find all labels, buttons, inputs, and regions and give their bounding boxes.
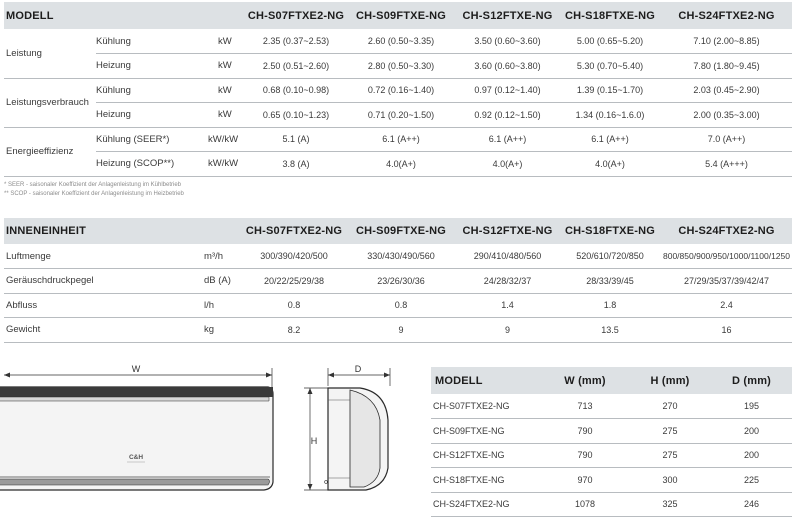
group-label: Leistungsverbrauch — [4, 78, 96, 127]
value-cell: 520/610/720/850 — [559, 244, 661, 269]
mode-label: Kühlung — [96, 29, 204, 54]
value-cell: 5.1 (A) — [246, 127, 346, 152]
unit-label: l/h — [196, 293, 242, 318]
indoor-header-model-3: CH-S12FTXE-NG — [462, 225, 553, 237]
height-label: H — [310, 436, 318, 446]
brand-logo: C&H — [128, 454, 144, 461]
dimensions-table — [431, 367, 792, 517]
model-cell: CH-S07FTXE2-NG — [431, 394, 541, 419]
value-cell: 3.8 (A) — [246, 152, 346, 177]
value-cell: 6.1 (A++) — [456, 127, 559, 152]
unit-label: kW — [204, 54, 246, 79]
unit-label: dB (A) — [196, 269, 242, 294]
value-cell: 2.03 (0.45~2.90) — [661, 78, 792, 103]
depth-cell: 225 — [711, 468, 792, 493]
depth-cell: 200 — [711, 419, 792, 444]
table-row — [431, 468, 792, 493]
depth-cell: 246 — [711, 492, 792, 517]
unit-label: kW/kW — [204, 152, 246, 177]
value-cell: 13.5 — [559, 318, 661, 343]
value-cell: 9 — [456, 318, 559, 343]
width-cell: 790 — [541, 443, 629, 468]
value-cell: 27/29/35/37/39/42/47 — [661, 269, 792, 294]
value-cell: 0.92 (0.12~1.50) — [456, 103, 559, 128]
dimensions-header-model: MODELL — [435, 374, 483, 387]
value-cell: 800/850/900/950/1000/1100/1250 — [661, 244, 792, 269]
value-cell: 9 — [346, 318, 456, 343]
value-cell: 2.60 (0.50~3.35) — [346, 29, 456, 54]
value-cell: 0.72 (0.16~1.40) — [346, 78, 456, 103]
value-cell: 2.35 (0.37~2.53) — [246, 29, 346, 54]
unit-label: kW/kW — [204, 127, 246, 152]
mode-label: Heizung (SCOP**) — [96, 152, 204, 177]
dimensions-header-h: H (mm) — [650, 374, 690, 387]
value-cell: 1.4 — [456, 293, 559, 318]
value-cell: 7.0 (A++) — [661, 127, 792, 152]
footnote-seer: * SEER - saisonaler Koeffizient der Anlagenleistung im Kühlbetrieb — [4, 182, 181, 188]
value-cell: 4.0(A+) — [456, 152, 559, 177]
unit-label: kg — [196, 318, 242, 343]
model-cell: CH-S09FTXE-NG — [431, 419, 541, 444]
height-cell: 270 — [629, 394, 711, 419]
table-row — [431, 492, 792, 517]
dimensions-header-w: W (mm) — [564, 374, 606, 387]
value-cell: 4.0(A+) — [559, 152, 661, 177]
indoor-header-model-2: CH-S09FTXE-NG — [356, 225, 446, 237]
width-cell: 790 — [541, 419, 629, 444]
front-view-drawing — [0, 360, 280, 500]
table-row — [4, 103, 792, 128]
value-cell: 5.30 (0.70~5.40) — [559, 54, 661, 79]
unit-label: kW — [204, 29, 246, 54]
mode-label: Kühlung — [96, 78, 204, 103]
height-cell: 275 — [629, 443, 711, 468]
value-cell: 2.00 (0.35~3.00) — [661, 103, 792, 128]
table-row — [431, 419, 792, 444]
value-cell: 8.2 — [242, 318, 346, 343]
value-cell: 23/26/30/36 — [346, 269, 456, 294]
row-label: Abfluss — [4, 293, 196, 318]
indoor-header-row — [4, 218, 792, 244]
performance-header-model: MODELL — [6, 9, 54, 22]
value-cell: 5.00 (0.65~5.20) — [559, 29, 661, 54]
depth-cell: 200 — [711, 443, 792, 468]
mode-label: Heizung — [96, 103, 204, 128]
value-cell: 0.71 (0.20~1.50) — [346, 103, 456, 128]
model-cell: CH-S12FTXE-NG — [431, 443, 541, 468]
value-cell: 7.10 (2.00~8.85) — [661, 29, 792, 54]
row-label: Geräuschdruckpegel — [4, 269, 196, 294]
value-cell: 2.50 (0.51~2.60) — [246, 54, 346, 79]
height-cell: 325 — [629, 492, 711, 517]
unit-label: kW — [204, 103, 246, 128]
performance-table — [4, 2, 792, 177]
value-cell: 1.8 — [559, 293, 661, 318]
performance-header-model-3: CH-S12FTXE-NG — [462, 9, 553, 22]
value-cell: 0.8 — [346, 293, 456, 318]
value-cell: 28/33/39/45 — [559, 269, 661, 294]
indoor-unit-front-body — [0, 387, 273, 490]
value-cell: 1.34 (0.16~1.6.0) — [559, 103, 661, 128]
model-cell: CH-S18FTXE-NG — [431, 468, 541, 493]
indoor-header-title: INNENEINHEIT — [6, 225, 87, 237]
table-row — [4, 269, 792, 294]
dimensions-header-d: D (mm) — [731, 374, 772, 387]
row-label: Gewicht — [4, 318, 196, 343]
width-cell: 1078 — [541, 492, 629, 517]
table-row — [431, 394, 792, 419]
table-row — [4, 318, 792, 343]
group-label: Leistung — [4, 29, 96, 78]
value-cell: 6.1 (A++) — [559, 127, 661, 152]
side-view-drawing — [298, 360, 408, 500]
row-label: Luftmenge — [4, 244, 196, 269]
value-cell: 3.60 (0.60~3.80) — [456, 54, 559, 79]
value-cell: 5.4 (A+++) — [661, 152, 792, 177]
mode-label: Heizung — [96, 54, 204, 79]
value-cell: 300/390/420/500 — [242, 244, 346, 269]
front-top-band — [0, 387, 273, 397]
indoor-unit-table — [4, 218, 792, 343]
depth-label: D — [354, 364, 362, 374]
height-cell: 275 — [629, 419, 711, 444]
table-row — [4, 244, 792, 269]
performance-header-model-2: CH-S09FTXE-NG — [356, 9, 446, 22]
depth-cell: 195 — [711, 394, 792, 419]
value-cell: 2.80 (0.50~3.30) — [346, 54, 456, 79]
value-cell: 0.8 — [242, 293, 346, 318]
footnote-scop: ** SCOP - saisonaler Koeffizient der Anlagenleistung im Heizbetrieb — [4, 191, 184, 197]
table-row — [4, 152, 792, 177]
value-cell: 6.1 (A++) — [346, 127, 456, 152]
width-cell: 970 — [541, 468, 629, 493]
value-cell: 330/430/490/560 — [346, 244, 456, 269]
table-row — [4, 127, 792, 152]
table-row — [4, 29, 792, 54]
performance-header-model-4: CH-S18FTXE-NG — [565, 9, 655, 22]
table-row — [4, 293, 792, 318]
air-flap — [0, 479, 270, 485]
height-cell: 300 — [629, 468, 711, 493]
value-cell: 4.0(A+) — [346, 152, 456, 177]
group-label: Energieeffizienz — [4, 127, 96, 176]
table-row — [4, 78, 792, 103]
value-cell: 16 — [661, 318, 792, 343]
value-cell: 1.39 (0.15~1.70) — [559, 78, 661, 103]
width-label: W — [131, 364, 141, 374]
table-row — [4, 54, 792, 79]
indoor-header-model-1: CH-S07FTXE2-NG — [245, 225, 343, 237]
value-cell: 7.80 (1.80~9.45) — [661, 54, 792, 79]
value-cell: 290/410/480/560 — [456, 244, 559, 269]
value-cell: 2.4 — [661, 293, 792, 318]
width-cell: 713 — [541, 394, 629, 419]
value-cell: 0.65 (0.10~1.23) — [246, 103, 346, 128]
indoor-header-model-4: CH-S18FTXE-NG — [565, 225, 655, 237]
value-cell: 20/22/25/29/38 — [242, 269, 346, 294]
performance-header-model-1: CH-S07FTXE2-NG — [247, 9, 345, 22]
value-cell: 0.68 (0.10~0.98) — [246, 78, 346, 103]
performance-header-row — [4, 2, 792, 29]
value-cell: 3.50 (0.60~3.60) — [456, 29, 559, 54]
unit-label: m³/h — [196, 244, 242, 269]
performance-header-model-5: CH-S24FTXE2-NG — [678, 9, 775, 22]
value-cell: 0.97 (0.12~1.40) — [456, 78, 559, 103]
mode-label: Kühlung (SEER*) — [96, 127, 204, 152]
unit-label: kW — [204, 78, 246, 103]
dimensions-header-row — [431, 367, 792, 394]
table-row — [431, 443, 792, 468]
indoor-header-model-5: CH-S24FTXE2-NG — [678, 225, 775, 237]
model-cell: CH-S24FTXE2-NG — [431, 492, 541, 517]
value-cell: 24/28/32/37 — [456, 269, 559, 294]
